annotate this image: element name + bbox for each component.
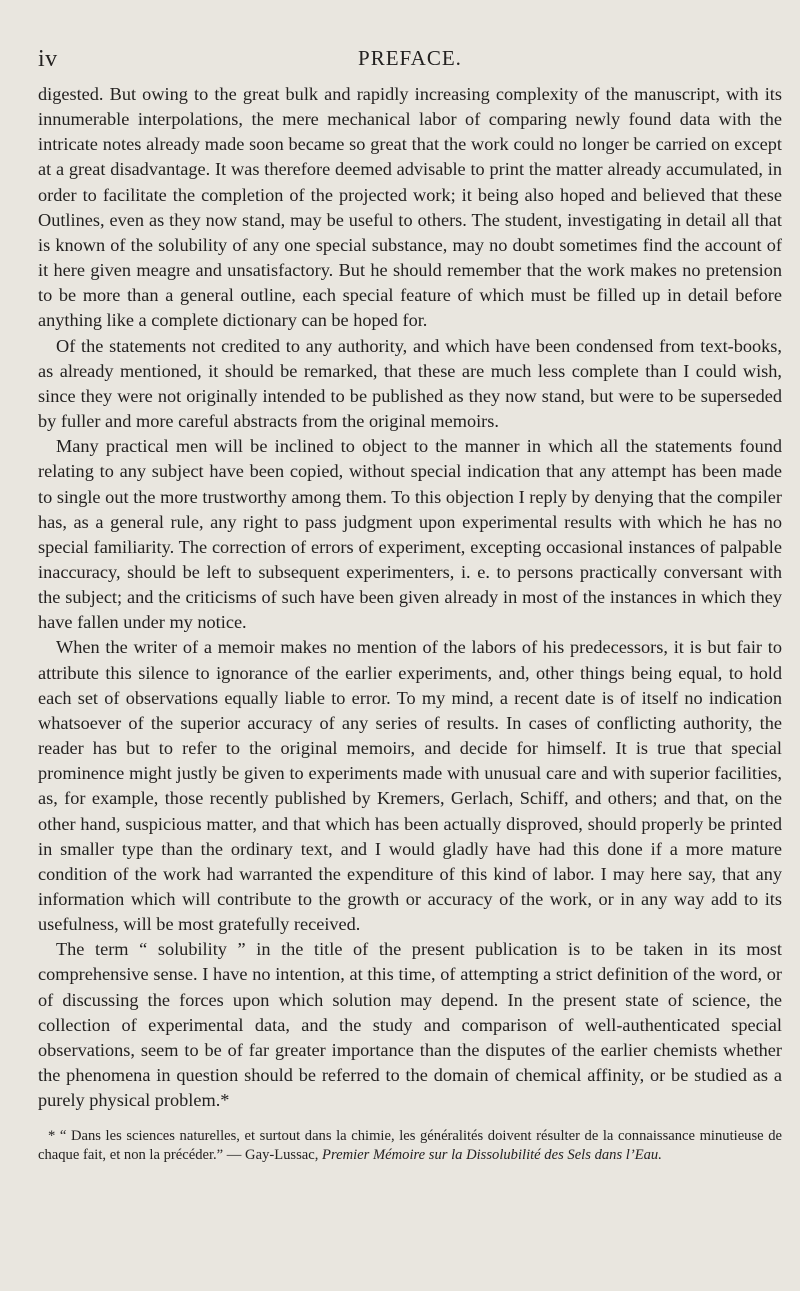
page-header — [38, 0, 782, 82]
paragraph-statements: Of the statements not credited to any authority, and which have been condensed from text-books, as already mentioned, it should be remarked, that these are much less complete than I could wish, since they were not originally intended to be published as they now stand, but were to be superseded by fuller and more careful abstracts from the original memoirs. — [38, 335, 782, 432]
footnote-work-title: Premier Mémoire sur la Dissolubilité des Sels dans l’Eau. — [322, 1147, 662, 1163]
footnote-quote: * “ Dans les sciences naturelles, et surtout dans la chimie, les généralités doivent résulter de la connaissance minutieuse de chaque fait, et non la précéder.” — Gay-Lussac, — [38, 1128, 782, 1163]
page-number: iv — [38, 46, 58, 72]
paragraph-solubility-term: The term “ solubility ” in the title of the present publication is to be taken in its most comprehensive sense. I have no intention, at this time, of attempting a strict definition of the word, or of discussing the forces upon which solution may depend. In the present state of science, the collection of experimental data, and the study and comparison of well-authenticated special observations, seem to be of far greater importance than the disputes of the earlier chemists whether the phenomena in question should be referred to the domain of chemical affinity, or be studied as a purely physical problem.* — [38, 939, 782, 1111]
footnote-separator — [38, 1113, 782, 1119]
book-page — [38, 0, 782, 1165]
footnote — [38, 1127, 782, 1164]
paragraph-continued: digested. But owing to the great bulk and rapidly increasing complexity of the manuscript, with its innumerable interpolations, the mere mechanical labor of comparing newly found data with the intricate notes already made soon became so great that the work could no longer be carried on except at a great disadvantage. It was therefore deemed advisable to print the matter already accumulated, in order to facilitate the completion of the projected work; it being also hoped and believed that these Outlines, even as they now stand, may be useful to others. The student, investigating in detail all that is known of the solubility of any one special substance, may no doubt sometimes find the account of it here given meagre and unsatisfactory. But he should remember that the work makes no pretension to be more than a general outline, each special feature of which must be filled up in detail before anything like a complete dictionary can be hoped for. — [38, 84, 782, 331]
body-text — [38, 82, 782, 1113]
paragraph-predecessors: When the writer of a memoir makes no mention of the labors of his predecessors, it is but fair to attribute this silence to ignorance of the earlier experiments, and, other things being equal, to hold each set of observations equally liable to error. To my mind, a recent date is of itself no indication whatsoever of the superior accuracy of any series of results. In cases of conflicting authority, the reader has but to refer to the original memoirs, and decide for himself. It is true that special prominence might justly be given to experiments made with unusual care and with superior facilities, as, for example, those recently published by Kremers, Gerlach, Schiff, and others; and that, on the other hand, suspicious matter, and that which has been actually disproved, should properly be printed in smaller type than the ordinary text, and I would gladly have had this done if a more mature condition of the work had warranted the expenditure of this kind of labor. I may here say, that any information which will contribute to the growth or accuracy of the work, or in any way add to its usefulness, will be most gratefully received. — [38, 637, 782, 935]
paragraph-objection: Many practical men will be inclined to object to the manner in which all the statements found relating to any subject have been copied, without special indication that any attempt has been made to single out the more trustworthy among them. To this objection I reply by denying that the compiler has, as a general rule, any right to pass judgment upon experimental results with which he has no special familiarity. The correction of errors of experiment, excepting occasional instances of palpable inaccuracy, should be left to subsequent experimenters, i. e. to persons practically conversant with the subject; and the criticisms of such have been given already in most of the instances in which they have fallen under my notice. — [38, 436, 782, 633]
running-head: PREFACE. — [358, 46, 462, 70]
